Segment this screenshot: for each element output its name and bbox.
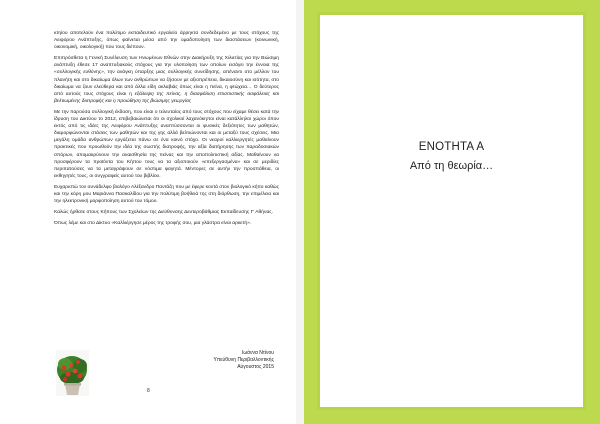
- page-number: 8: [147, 388, 150, 394]
- chapter-subtitle: Από τη θεωρία…: [409, 160, 494, 172]
- paragraph-3: Με την παρούσα συλλογική έκδοση, που είναι ο τελευταίος από τους στόχους που είχαμε θέσει κατά την ίδρυση του Δικτύου το 2012, επιβεβαιώνεται ότι οι σχολικοί λαχανόκηποι είναι κατάλληλοι χώροι όπου εκτός από τις ιδέες της Αειφόρου Ανάπτυξης αναπτύσσονται οι φυσικές δεξιότητες των μαθητών, διαμορφώνονται στάσεις των μαθητών και της γης αλλά βελτιώνονται και οι μεταξύ τους σχέσεις. Μια μεγάλη ομάδα ανθρώπων εργάζεται πάνω σε ένα κοινό στόχο. Οι νεαροί καλλιεργητές μαθαίνουν πρακτικές που προωθούν την ιδέα της σωστής διατροφής, την αξία διατήρησης των παραδοσιακών σπόρων, απομακρύνουν την αναισθησία της πείνας και την αποπολιτιστική αξίας. Μαθαίνουν να προσφέρουν τα προϊόντα του Κήπου τους να τα αξιοποιούν «επεξεργασμένα» και σε μεριδίες περιπατούσες να τα μεταγράψουν σε νόστιμα φαγητά. Μέντορες σε αυτήν την προσπάθεια, οι εκθηγητές τους, οι συγγραφείς αυτού του βιβλίου.: [54, 109, 279, 179]
- chapter-title: ΕΝΟΤΗΤΑ Α: [418, 141, 485, 153]
- paragraph-2: [54, 55, 279, 105]
- paragraph-1: κτηίου αποτελούν ένα πολύτιμο εκπαιδευτικό εργαλείο άρρηκτα συνδεδεμένο με τους στόχους της Αειφόρου Ανάπτυξης, όπως φαίνεται μέσα από την ομαδοποίηση των διαστάσεων (κοινωνική, οικονομική, οικολογική) που τους διέπουν.: [54, 31, 279, 51]
- paragraph-5: Καλώς ήρθατε στους Κήπους των Σχολείων της Διεύθυνσης Δευτεροβάθμιας Εκπαίδευσης Γ' Αθήνας.: [54, 210, 273, 216]
- paragraph-6: Όπως λέμε και στο Δίκτυο «Καλλιέργησε μέρος της τροφής σου, μια γλάστρα είναι αρκετή».: [54, 221, 252, 227]
- signature-date: Αύγουστος 2015: [237, 364, 274, 370]
- paragraph-4: Ευχαριστώ τον συνάδελφο βιολόγο Αλέξανδρο Παντάζη που με έφερε κοντά στον βιολογικό κήπο καθώς και την κόρη μου Μαριάννα Πασκαλίδου για την πολύτιμη βοήθειά της στη διόρθωση, την επιμέλεια και την ηλεκτρονική μορφοποίηση αυτού του τόμου.: [54, 184, 279, 205]
- chapter-panel: [317, 12, 586, 410]
- signature-role: Υπεύθυνη Περιβαλλοντικής: [213, 357, 274, 363]
- book-gutter: [296, 0, 304, 424]
- paragraph-2-emphasis: εξάλειψη της πείνας, η διασφάλιση επισιτιστικής ασφάλειας και βελτιωμένης διατροφής και η προώθηση της βιώσιμης γεωργίας: [54, 91, 279, 104]
- signature-name: Ιωάννα Ντίνου: [241, 350, 274, 356]
- paragraph-2-text: Επιπρόσθετα η Γενική Συνέλευση των Ηνωμένων Εθνών στην Διακήρυξη της Χιλιετίας για την Βιώσιμη ανάπτυξη έθεσε 17 αναπτυξιακούς στόχους για την υλοποίηση των οποίων εισάγει την έννοια της «συλλογικής ευθύνης», την ανάγκη ύπαρξης μιας συλλογικής συνείδησης, απέναντι στο μέλλον του πλανήτη και στο δικαίωμα όλων των ανθρώπων να ζήσουν με αξιοπρέπεια, δικαιοσύνη και ισότητα, στο δικαίωμα να ζουν ελεύθερα και από άλλα είδη ακλαβιάς όπως είναι η πείνα, η φτώχεια… Ο δεύτερος από αυτούς τους στόχους είναι η: [54, 56, 279, 97]
- signature-block: [0, 350, 274, 371]
- body-text: [54, 30, 279, 231]
